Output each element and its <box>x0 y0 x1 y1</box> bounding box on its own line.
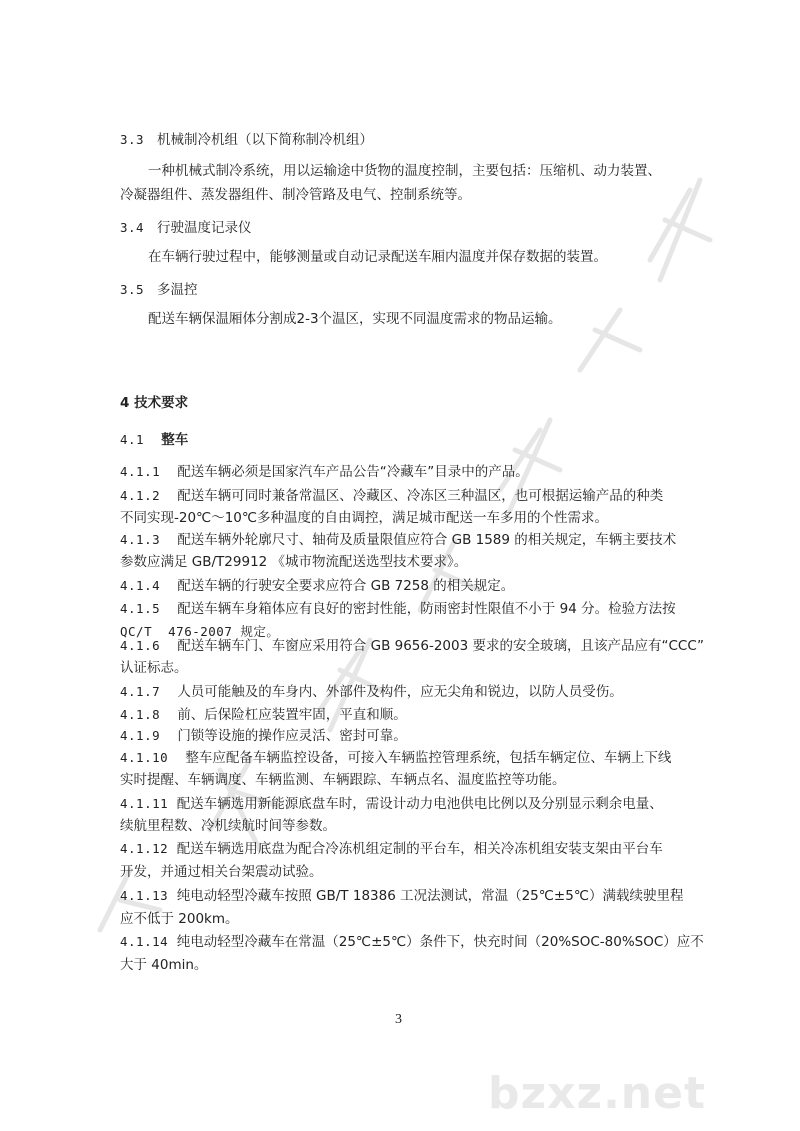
clause-continuation: QC/T 476-2007 规定。 <box>120 624 280 639</box>
clause-item <box>120 749 671 767</box>
page-number: 3 <box>395 1012 402 1027</box>
clause-number: 4.1.11 <box>120 796 169 811</box>
section-title: 多温控 <box>156 282 198 298</box>
clause-item <box>120 531 676 549</box>
clause-text: 纯电动轻型冷藏车在常温（25℃±5℃）条件下，快充时间（20%SOC-80%SOC）应不 <box>176 934 704 950</box>
paragraph-line: 冷凝器组件、蒸发器组件、制冷管路及电气、控制系统等。 <box>120 187 471 203</box>
clause-text: 配送车辆必须是国家汽车产品公告“冷藏车”目录中的产品。 <box>177 464 529 480</box>
clause-number: 4.1.7 <box>120 684 161 699</box>
clause-text: 配送车辆车门、车窗应采用符合 GB 9656-2003 要求的安全玻璃，且该产品应有“CCC” <box>177 638 705 654</box>
clause-item <box>120 795 663 813</box>
clause-text: 前、后保险杠应装置牢固，平直和顺。 <box>177 707 407 723</box>
clause-continuation: 应不低于 200km。 <box>120 911 239 927</box>
clause-number: 4.1.10 <box>120 750 169 765</box>
clause-text: 门锁等设施的操作应灵活、密封可靠。 <box>177 728 407 744</box>
clause-text: 人员可能触及的车身内、外部件及构件，应无尖角和锐边，以防人员受伤。 <box>177 684 623 700</box>
clause-text: 配送车辆可同时兼备常温区、冷藏区、冷冻区三种温区，也可根据运输产品的种类 <box>177 488 664 504</box>
clause-number: 4.1.14 <box>120 934 169 949</box>
clause-item <box>120 887 684 905</box>
clause-number: 4.1.3 <box>120 532 161 547</box>
clause-number: 4.1.5 <box>120 601 161 616</box>
clause-item <box>120 487 663 505</box>
section-title: 机械制冷机组（以下简称制冷机组） <box>156 132 373 148</box>
section-3-4-heading <box>120 219 251 237</box>
clause-text: 配送车辆外轮廓尺寸、轴荷及质量限值应符合 GB 1589 的相关规定，车辆主要技术 <box>177 532 677 548</box>
clause-text: 整车应配备车辆监控设备，可接入车辆监控管理系统，包括车辆定位、车辆上下线 <box>185 750 672 766</box>
clause-item <box>120 577 514 595</box>
site-watermark-logo: bzxz.net <box>488 1068 707 1119</box>
clause-continuation: 续航里程数、冷机续航时间等参数。 <box>120 818 336 834</box>
clause-number: 4.1.4 <box>120 578 161 593</box>
section-number: 4.1 <box>120 432 145 447</box>
clause-continuation: 开发，并通过相关台架震动试验。 <box>120 864 323 880</box>
paragraph-line: 配送车辆保温厢体分割成2-3个温区，实现不同温度需求的物品运输。 <box>148 311 562 327</box>
section-4-1-heading <box>120 431 188 449</box>
chapter-4-heading: 4 技术要求 <box>120 395 189 411</box>
clause-number: 4.1.13 <box>120 888 169 903</box>
clause-item <box>120 637 704 655</box>
section-number: 3.5 <box>120 282 145 297</box>
paragraph-line: 在车辆行驶过程中，能够测量或自动记录配送车厢内温度并保存数据的装置。 <box>148 249 607 265</box>
clause-text: 配送车辆的行驶安全要求应符合 GB 7258 的相关规定。 <box>177 578 515 594</box>
section-title: 整车 <box>161 432 189 448</box>
clause-number: 4.1.2 <box>120 488 161 503</box>
clause-number: 4.1.8 <box>120 707 161 722</box>
clause-item <box>120 683 623 701</box>
clause-text: 配送车辆选用新能源底盘车时，需设计动力电池供电比例以及分别显示剩余电量、 <box>176 796 663 812</box>
clause-continuation: 大于 40min。 <box>120 957 208 973</box>
clause-item <box>120 933 704 951</box>
clause-number: 4.1.1 <box>120 464 161 479</box>
section-number: 3.3 <box>120 132 145 147</box>
clause-continuation: 实时提醒、车辆调度、车辆监测、车辆跟踪、车辆点名、温度监控等功能。 <box>120 772 566 788</box>
section-3-3-heading <box>120 131 373 149</box>
clause-item <box>120 840 663 858</box>
clause-item <box>120 600 676 618</box>
clause-continuation: 参数应满足 GB/T29912 《城市物流配送选型技术要求》。 <box>120 554 468 570</box>
clause-text: 配送车辆选用底盘为配合冷冻机组定制的平台车，相关冷冻机组安装支架由平台车 <box>176 841 663 857</box>
clause-item <box>120 463 529 481</box>
clause-number: 4.1.12 <box>120 841 169 856</box>
paragraph-line: 一种机械式制冷系统，用以运输途中货物的温度控制，主要包括：压缩机、动力装置、 <box>148 163 661 179</box>
clause-item <box>120 727 407 745</box>
clause-text: 配送车辆车身箱体应有良好的密封性能，防雨密封性限值不小于 94 分。检验方法按 <box>177 601 676 617</box>
clause-continuation: 不同实现-20℃～10℃多种温度的自由调控，满足城市配送一车多用的个性需求。 <box>120 510 609 526</box>
clause-number: 4.1.9 <box>120 728 161 743</box>
section-3-5-heading <box>120 281 197 299</box>
clause-item <box>120 706 407 724</box>
clause-number: 4.1.6 <box>120 638 161 653</box>
clause-continuation: 认证标志。 <box>120 660 188 676</box>
section-number: 3.4 <box>120 220 145 235</box>
section-title: 行驶温度记录仪 <box>156 220 252 236</box>
clause-text: 纯电动轻型冷藏车按照 GB/T 18386 工况法测试，常温（25℃±5℃）满载续驶里程 <box>176 888 684 904</box>
